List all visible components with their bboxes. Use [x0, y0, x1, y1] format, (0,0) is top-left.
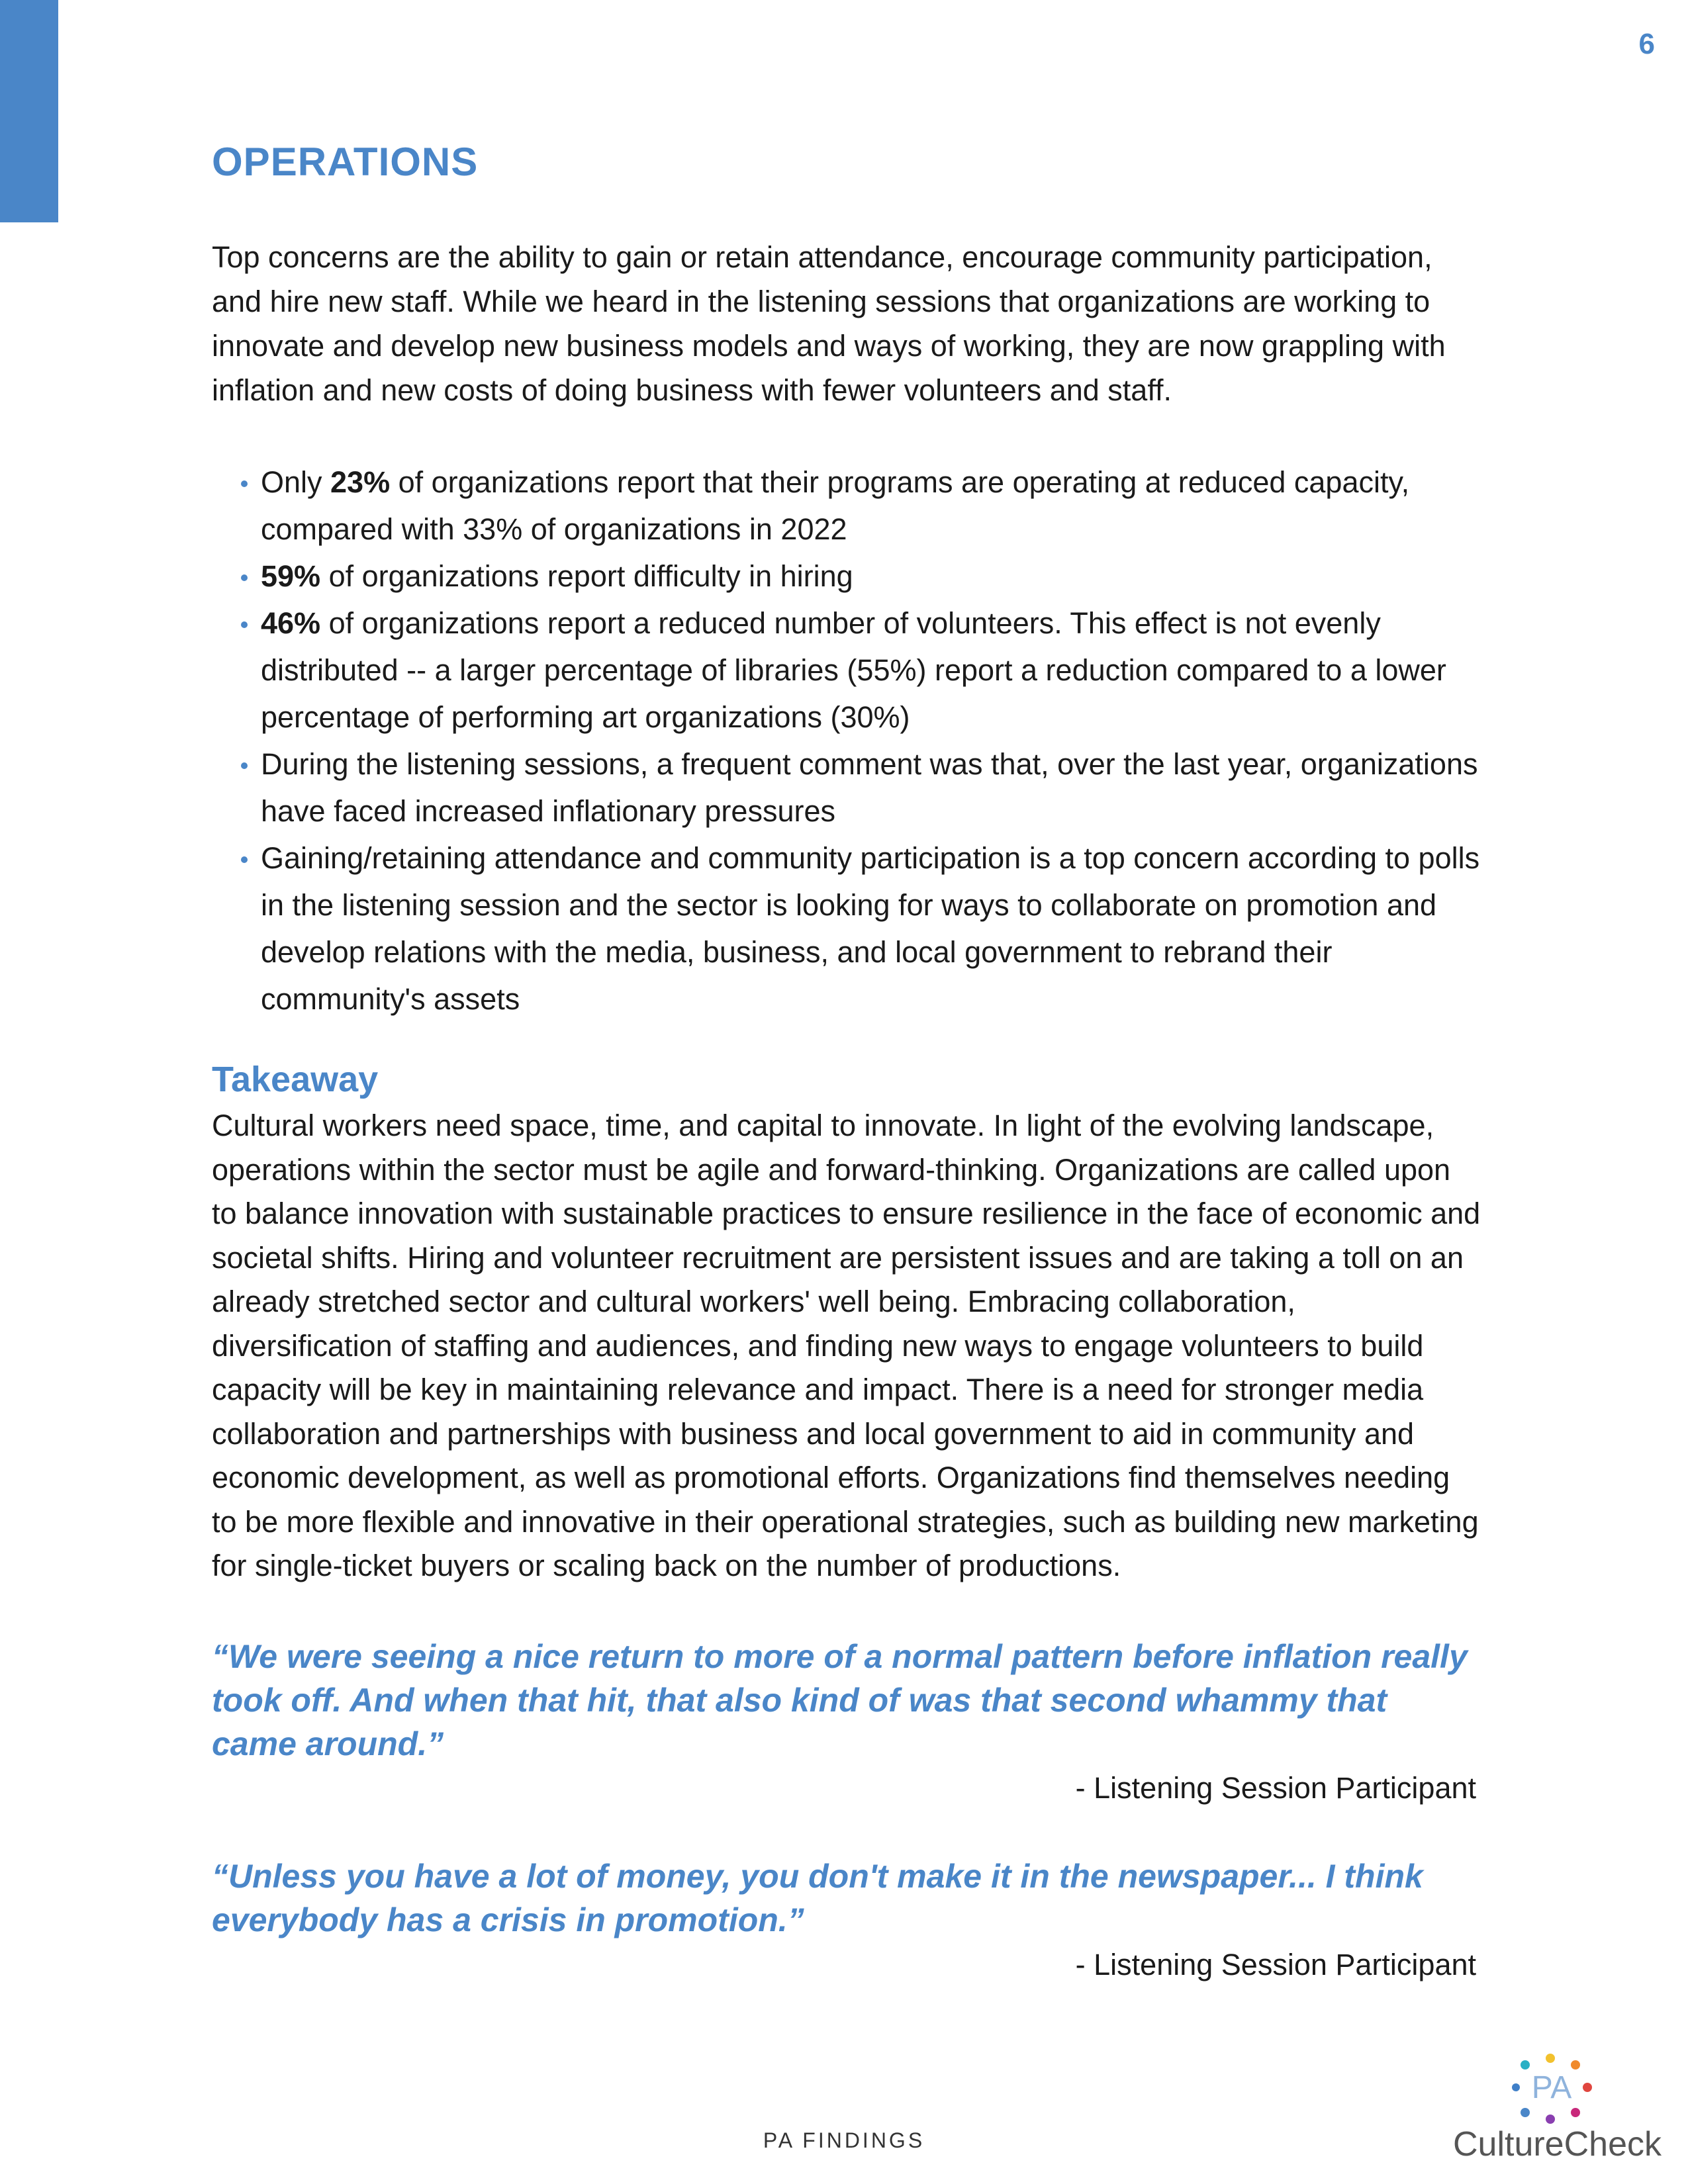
- quote-attribution: - Listening Session Participant: [1075, 1948, 1476, 1981]
- logo-wordmark: CultureCheck: [1452, 2125, 1662, 2163]
- side-accent-tab: [0, 0, 58, 222]
- takeaway-paragraph: Cultural workers need space, time, and capital to innovate. In light of the evolving landscape, operations within the sector must be agile and forward-thinking. Organizations are called upon to balance innovation with sustainable practices to ensure resilience in the face of economic and societal shifts. Hiring and volunteer recruitment are persistent issues and are taking a toll on an already stretched sector and cultural workers' well being. Embracing collaboration, diversification of staffing and audiences, and finding new ways to engage volunteers to build capacity will be key in maintaining relevance and impact. There is a need for stronger media collaboration and partnerships with business and local government to aid in community and economic development, as well as promotional efforts. Organizations find themselves needing to be more flexible and innovative in their operational strategies, such as building new marketing for single-ticket buyers or scaling back on the number of productions.: [212, 1109, 1481, 1582]
- pull-quote: “Unless you have a lot of money, you don't make it in the newspaper... I think everybody has a crisis in promotion.”: [212, 1858, 1423, 1938]
- list-item: During the listening sessions, a frequent comment was that, over the last year, organizations have faced increased inflationary pressures: [212, 741, 1483, 835]
- section-title: OPERATIONS: [212, 140, 479, 184]
- intro-paragraph: Top concerns are the ability to gain or retain attendance, encourage community participation, and hire new staff. While we heard in the listening sessions that organizations are working to innovate and develop new business models and ways of working, they are now grappling with inflation and new costs of doing business with fewer volunteers and staff.: [212, 240, 1446, 407]
- list-item: 59% of organizations report difficulty in hiring: [212, 553, 1483, 600]
- page-number: 6: [1638, 28, 1655, 60]
- list-item: Only 23% of organizations report that their programs are operating at reduced capacity, compared with 33% of organizations in 2022: [212, 459, 1483, 553]
- bullet-icon: [241, 480, 248, 487]
- bullet-icon: [241, 856, 248, 863]
- bullet-icon: [241, 762, 248, 769]
- quote-attribution: - Listening Session Participant: [1075, 1771, 1476, 1805]
- pull-quote: “We were seeing a nice return to more of a normal pattern before inflation really took off. And when that hit, that also kind of was that second whammy that came around.”: [212, 1638, 1468, 1762]
- list-item: 46% of organizations report a reduced number of volunteers. This effect is not evenly distributed -- a larger percentage of libraries (55%) report a reduction compared to a lower percentage of performing art organizations (30%): [212, 600, 1483, 741]
- bullet-icon: [241, 621, 248, 628]
- svg-text:PA: PA: [1531, 2070, 1572, 2105]
- bullet-icon: [241, 574, 248, 581]
- footer-label: PA FINDINGS: [763, 2128, 925, 2152]
- pa-logo-icon: [1509, 2052, 1595, 2124]
- culturecheck-logo: [1436, 2052, 1662, 2164]
- list-item: Gaining/retaining attendance and community participation is a top concern according to polls in the listening session and the sector is looking for ways to collaborate on promotion and develop relations with the media, business, and local government to rebrand their community's assets: [212, 835, 1483, 1023]
- takeaway-heading: Takeaway: [212, 1060, 379, 1099]
- findings-list: [212, 459, 1483, 1023]
